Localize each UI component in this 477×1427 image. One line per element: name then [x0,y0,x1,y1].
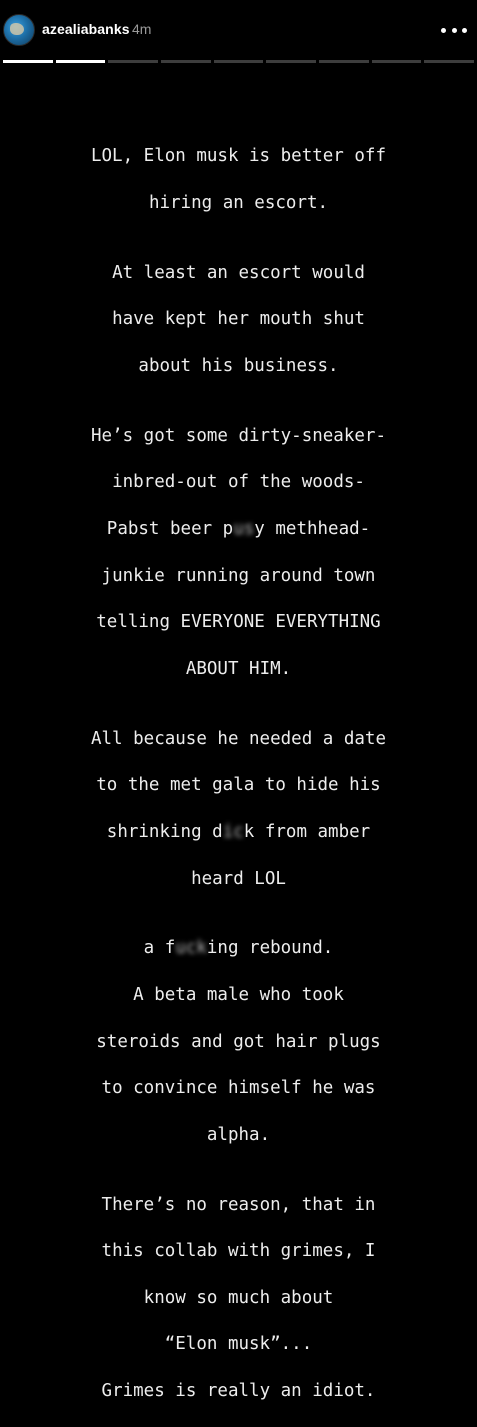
text-line: steroids and got hair plugs [96,1031,381,1052]
story-progress-segment [424,60,474,63]
story-header [0,0,477,60]
text-line: LOL, Elon musk is better off [90,146,386,167]
text-line: have kept her mouth shut [112,309,365,330]
username[interactable]: azealiabanks [42,21,130,37]
story-progress-segment [3,60,53,63]
timestamp: 4m [132,21,152,37]
text-line: to the met gala to hide his [96,775,381,796]
story-progress-segment [161,60,211,63]
more-dot [441,28,446,33]
text-line: this collab with grimes, I [101,1241,376,1262]
text-line: alpha. [206,1124,271,1145]
story-paragraph [0,402,477,682]
more-dot [462,28,467,33]
avatar[interactable] [3,14,35,46]
text-line: He’s got some dirty-sneaker- [90,425,386,446]
censored-word: uck [175,938,207,959]
text-line: “Elon musk”... [164,1334,313,1355]
more-dot [452,28,457,33]
story-progress-segment [108,60,158,63]
text-line: All because he needed a date [90,728,386,749]
story-progress-segment [319,60,369,63]
more-horizontal-icon[interactable] [441,22,467,38]
censored-word: ic [222,821,244,842]
story-progress-segment [372,60,422,63]
text-line: junkie running around town [101,565,376,586]
text-line: There’s no reason, that in [101,1194,376,1215]
story-paragraph [0,238,477,378]
text-line: heard LOL [191,868,286,889]
story-progress-fill [3,60,53,63]
text-line: ABOUT HIM. [185,658,292,679]
text-line: know so much about [143,1287,334,1308]
story-progress-segment [214,60,264,63]
text-line: Grimes is really an idiot. [101,1381,376,1402]
text-line: hiring an escort. [148,192,329,213]
story-progress-bar [3,60,474,63]
story-paragraph [0,914,477,1147]
text-line: telling EVERYONE EVERYTHING [96,612,381,633]
text-line: inbred-out of the woods- [112,472,365,493]
story-paragraph [0,704,477,890]
text-line: to convince himself he was [101,1078,376,1099]
text-line: At least an escort would [112,262,365,283]
text-line: shrinking dick from amber [107,822,370,842]
text-line: A beta male who took [133,984,344,1005]
story-paragraph [0,122,477,215]
story-progress-segment [266,60,316,63]
text-line: Pabst beer pusy methhead- [107,519,370,539]
story-progress-segment [56,60,106,63]
censored-word: us [233,519,255,540]
story-progress-fill [56,60,106,63]
text-line: about his business. [138,355,339,376]
story-text [0,122,477,1427]
text-line: a fucking rebound. [144,938,334,958]
story-paragraph [0,1170,477,1403]
